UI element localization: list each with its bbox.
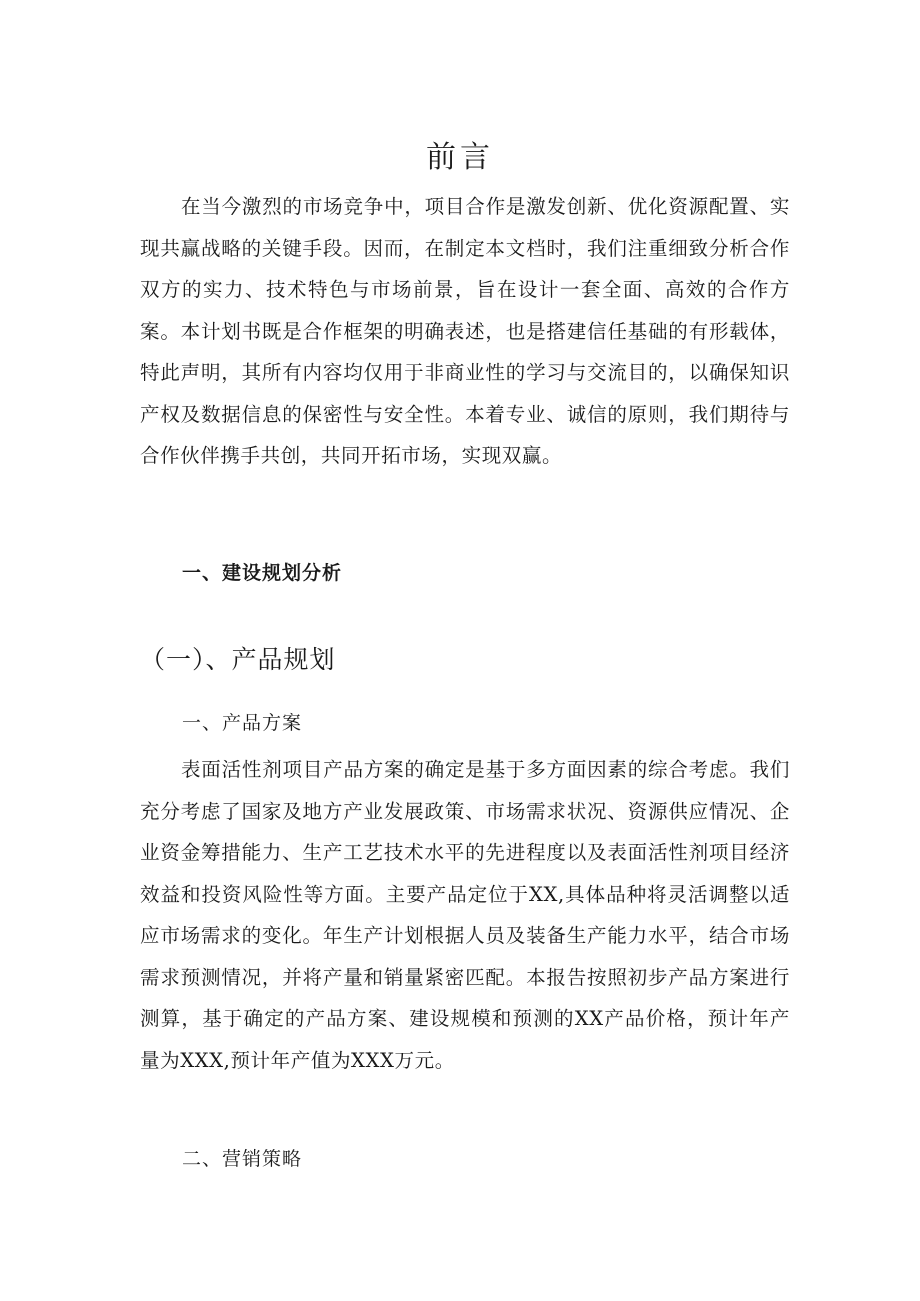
preface-paragraph: 在当今激烈的市场竞争中，项目合作是激发创新、优化资源配置、实现共赢战略的关键手段。因而，在制定本文档时，我们注重细致分析合作双方的实力、技术特色与市场前景，旨在设计一套全面、高效的合作方案。本计划书既是合作框架的明确表述，也是搭建信任基础的有形载体，特此声明，其所有内容均仅用于非商业性的学习与交流目的，以确保知识产权及数据信息的保密性与安全性。本着专业、诚信的原则，我们期待与合作伙伴携手共创，共同开拓市场，实现双赢。: [140, 195, 790, 467]
subsection-heading-product-planning: （一）、产品规划: [140, 645, 336, 674]
section-heading-planning-analysis: 一、建设规划分析: [182, 562, 343, 584]
item-heading-marketing-strategy: 二、营销策略: [182, 1148, 303, 1170]
product-plan-paragraph: 表面活性剂项目产品方案的确定是基于多方面因素的综合考虑。我们充分考虑了国家及地方产业发展政策、市场需求状况、资源供应情况、企业资金筹措能力、生产工艺技术水平的先进程度以及表面活性剂项目经济效益和投资风险性等方面。主要产品定位于XX,具体品种将灵活调整以适应市场需求的变化。年生产计划根据人员及装备生产能力水平，结合市场需求预测情况，并将产量和销量紧密匹配。本报告按照初步产品方案进行测算，基于确定的产品方案、建设规模和预测的XX产品价格，预计年产量为XXX,预计年产值为XXX万元。: [140, 758, 790, 1072]
item-heading-product-plan: 一、产品方案: [182, 712, 303, 734]
page-title: 前言: [426, 140, 494, 176]
